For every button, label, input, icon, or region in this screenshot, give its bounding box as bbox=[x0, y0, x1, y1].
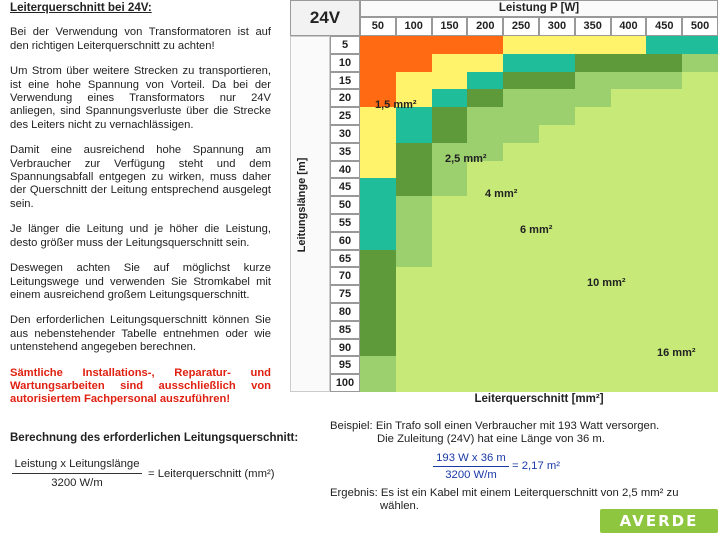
grid-cell bbox=[611, 161, 647, 179]
grid-cell bbox=[503, 72, 539, 90]
intro-paragraph: Bei der Verwendung von Transformatoren ist auf den richtigen Leiterquerschnitt zu achten! bbox=[10, 26, 271, 52]
fraction-line bbox=[12, 473, 142, 474]
grid-cell bbox=[396, 267, 432, 285]
grid-cell bbox=[575, 303, 611, 321]
grid-cell bbox=[682, 267, 718, 285]
grid-cell bbox=[646, 356, 682, 374]
grid-cell bbox=[396, 339, 432, 357]
grid-cell bbox=[503, 107, 539, 125]
example-line-2: Die Zuleitung (24V) hat eine Länge von 36 m. bbox=[377, 433, 605, 445]
grid-cell bbox=[396, 54, 432, 72]
grid-cell bbox=[432, 356, 468, 374]
grid-cell bbox=[682, 374, 718, 392]
grid-cell bbox=[360, 36, 396, 54]
length-row-header: 65 bbox=[330, 250, 360, 268]
grid-cell bbox=[611, 125, 647, 143]
intro-paragraph: Deswegen achten Sie auf möglichst kurze Leitungswege und verwenden Sie Stromkabel mit einem ausreichend großem Leitungsquerschnitt. bbox=[10, 262, 271, 301]
length-row-header: 35 bbox=[330, 143, 360, 161]
grid-cell bbox=[360, 321, 396, 339]
grid-cell bbox=[575, 339, 611, 357]
grid-cell bbox=[432, 196, 468, 214]
grid-cell bbox=[467, 285, 503, 303]
grid-cell bbox=[467, 232, 503, 250]
grid-cell bbox=[432, 72, 468, 90]
grid-cell bbox=[646, 178, 682, 196]
intro-paragraph: Um Strom über weitere Strecken zu transportieren, ist eine hohe Spannung von Vorteil. Da bei der Verwendung eines Transformators nur 24V anliegen, sind Spannungsverluste über die Strecke des Leiters nicht zu vernachlässigen. bbox=[10, 65, 271, 131]
grid-cell bbox=[503, 267, 539, 285]
grid-cell bbox=[539, 161, 575, 179]
grid-cell bbox=[432, 232, 468, 250]
calc-result-text: = Leiterquerschnitt (mm²) bbox=[148, 468, 275, 480]
grid-cell bbox=[575, 72, 611, 90]
grid-cell bbox=[539, 285, 575, 303]
grid-cell bbox=[467, 54, 503, 72]
grid-cell bbox=[575, 196, 611, 214]
grid-cell bbox=[503, 89, 539, 107]
grid-cell bbox=[432, 374, 468, 392]
intro-text bbox=[10, 1, 271, 419]
zone-label-2-5: 2,5 mm² bbox=[445, 153, 487, 165]
grid-cell bbox=[396, 232, 432, 250]
grid-cell bbox=[646, 72, 682, 90]
grid-cell bbox=[682, 89, 718, 107]
grid-cell bbox=[360, 232, 396, 250]
grid-cell bbox=[611, 250, 647, 268]
zone-label-6: 6 mm² bbox=[520, 224, 553, 236]
grid-cell bbox=[646, 125, 682, 143]
example-fraction bbox=[433, 452, 509, 481]
grid-cell bbox=[682, 54, 718, 72]
grid-cell bbox=[503, 374, 539, 392]
grid-cell bbox=[539, 125, 575, 143]
grid-cell bbox=[432, 178, 468, 196]
grid-cell bbox=[432, 285, 468, 303]
grid-cell bbox=[503, 339, 539, 357]
grid-cell bbox=[503, 356, 539, 374]
grid-cell bbox=[360, 267, 396, 285]
grid-cell bbox=[575, 232, 611, 250]
calc-denominator: 3200 W/m bbox=[51, 477, 103, 489]
averde-logo bbox=[600, 509, 718, 533]
grid-cell bbox=[539, 107, 575, 125]
length-row-header: 20 bbox=[330, 89, 360, 107]
grid-cell bbox=[360, 72, 396, 90]
grid-cell bbox=[467, 36, 503, 54]
grid-cell bbox=[539, 267, 575, 285]
length-row-header: 100 bbox=[330, 374, 360, 392]
grid-cell bbox=[646, 107, 682, 125]
grid-cell bbox=[503, 321, 539, 339]
power-column-header: 450 bbox=[646, 17, 682, 36]
grid-cell bbox=[467, 356, 503, 374]
zone-label-4: 4 mm² bbox=[485, 188, 518, 200]
voltage-label: 24V bbox=[290, 0, 360, 36]
zone-label-10: 10 mm² bbox=[587, 277, 626, 289]
grid-cell bbox=[467, 72, 503, 90]
zone-label-16: 16 mm² bbox=[657, 347, 696, 359]
grid-cell bbox=[503, 143, 539, 161]
grid-cell bbox=[611, 303, 647, 321]
grid-cell bbox=[396, 125, 432, 143]
fraction-line bbox=[433, 466, 509, 467]
grid-cell bbox=[611, 232, 647, 250]
grid-cell bbox=[467, 303, 503, 321]
grid-cell bbox=[611, 374, 647, 392]
length-row-header: 30 bbox=[330, 125, 360, 143]
grid-cell bbox=[503, 125, 539, 143]
grid-cell bbox=[432, 36, 468, 54]
power-column-header: 50 bbox=[360, 17, 396, 36]
grid-cell bbox=[503, 161, 539, 179]
grid-cell bbox=[646, 232, 682, 250]
example-value: = 2,17 m² bbox=[512, 460, 561, 472]
grid-cell bbox=[539, 72, 575, 90]
grid-cell bbox=[396, 196, 432, 214]
grid-cell bbox=[646, 36, 682, 54]
length-row-header: 5 bbox=[330, 36, 360, 54]
grid-cell bbox=[611, 178, 647, 196]
grid-cell bbox=[396, 374, 432, 392]
grid-cell bbox=[503, 36, 539, 54]
grid-cell bbox=[682, 285, 718, 303]
length-row-header: 95 bbox=[330, 356, 360, 374]
cross-section-axis-label: Leiterquerschnitt [mm²] bbox=[474, 393, 604, 405]
grid-cell bbox=[646, 214, 682, 232]
grid-cell bbox=[575, 161, 611, 179]
grid-cell bbox=[539, 250, 575, 268]
logo-text: AVERDE bbox=[619, 512, 699, 530]
grid-cell bbox=[646, 267, 682, 285]
grid-cell bbox=[646, 250, 682, 268]
length-row-header: 50 bbox=[330, 196, 360, 214]
grid-cell bbox=[503, 285, 539, 303]
calc-numerator: Leistung x Leitungslänge bbox=[14, 458, 140, 470]
grid-cell bbox=[539, 196, 575, 214]
example-numerator: 193 W x 36 m bbox=[436, 452, 506, 464]
grid-cell bbox=[467, 267, 503, 285]
grid-cell bbox=[682, 72, 718, 90]
grid-cell bbox=[539, 374, 575, 392]
grid-cell bbox=[682, 178, 718, 196]
grid-cell bbox=[539, 36, 575, 54]
grid-cell bbox=[396, 36, 432, 54]
grid-cell bbox=[467, 374, 503, 392]
grid-cell bbox=[682, 356, 718, 374]
grid-cell bbox=[575, 89, 611, 107]
example-denominator: 3200 W/m bbox=[445, 469, 497, 481]
grid-cell bbox=[682, 196, 718, 214]
intro-title: Leiterquerschnitt bei 24V: bbox=[10, 1, 152, 14]
grid-cell bbox=[396, 161, 432, 179]
length-row-header: 70 bbox=[330, 267, 360, 285]
grid-cell bbox=[682, 232, 718, 250]
example-result-line-1: Ergebnis: Es ist ein Kabel mit einem Leiterquerschnitt von 2,5 mm² zu bbox=[330, 487, 679, 499]
grid-cell bbox=[682, 250, 718, 268]
grid-cell bbox=[539, 339, 575, 357]
grid-cell bbox=[432, 107, 468, 125]
grid-cell bbox=[611, 339, 647, 357]
grid-cell bbox=[646, 285, 682, 303]
grid-cell bbox=[575, 36, 611, 54]
grid-cell bbox=[575, 125, 611, 143]
grid-cell bbox=[611, 54, 647, 72]
power-column-header: 300 bbox=[539, 17, 575, 36]
intro-paragraph: Damit eine ausreichend hohe Spannung am Verbraucher zur Verfügung steht und dem Spannungsabfall entgegen zu wirken, muss daher der Querschnitt der Leitung entsprechend ausgelegt sein. bbox=[10, 144, 271, 210]
grid-cell bbox=[646, 303, 682, 321]
grid-cell bbox=[396, 72, 432, 90]
grid-cell bbox=[682, 143, 718, 161]
example-line-1: Beispiel: Ein Trafo soll einen Verbraucher mit 193 Watt versorgen. bbox=[330, 420, 660, 432]
grid-cell bbox=[611, 143, 647, 161]
length-row-header: 25 bbox=[330, 107, 360, 125]
grid-cell bbox=[432, 250, 468, 268]
grid-cell bbox=[396, 303, 432, 321]
grid-cell bbox=[360, 285, 396, 303]
grid-cell bbox=[503, 303, 539, 321]
power-column-header: 350 bbox=[575, 17, 611, 36]
grid-cell bbox=[539, 303, 575, 321]
grid-cell bbox=[467, 214, 503, 232]
grid-cell bbox=[360, 214, 396, 232]
grid-cell bbox=[360, 303, 396, 321]
grid-cell bbox=[575, 107, 611, 125]
grid-cell bbox=[575, 143, 611, 161]
grid-cell bbox=[360, 54, 396, 72]
grid-cell bbox=[360, 356, 396, 374]
grid-cell bbox=[539, 143, 575, 161]
length-row-header: 40 bbox=[330, 161, 360, 179]
grid-cell bbox=[539, 89, 575, 107]
example-text bbox=[330, 420, 659, 446]
power-column-header: 500 bbox=[682, 17, 718, 36]
grid-cell bbox=[360, 339, 396, 357]
calc-title: Berechnung des erforderlichen Leitungsquerschnitt: bbox=[10, 432, 299, 444]
length-row-header: 10 bbox=[330, 54, 360, 72]
grid-cell bbox=[360, 250, 396, 268]
zone-label-1-5: 1,5 mm² bbox=[375, 99, 417, 111]
length-axis-label: Leitungslänge [m] bbox=[296, 157, 308, 253]
length-row-header: 45 bbox=[330, 178, 360, 196]
grid-cell bbox=[396, 356, 432, 374]
grid-cell bbox=[646, 89, 682, 107]
grid-cell bbox=[396, 143, 432, 161]
grid-cell bbox=[467, 89, 503, 107]
length-row-header: 85 bbox=[330, 321, 360, 339]
intro-paragraph: Den erforderlichen Leitungsquerschnitt können Sie aus nebenstehender Tabelle entnehmen oder wie untenstehend angegeben berechnen. bbox=[10, 314, 271, 354]
grid-cell bbox=[611, 196, 647, 214]
grid-cell bbox=[432, 321, 468, 339]
grid-cell bbox=[682, 303, 718, 321]
grid-cell bbox=[539, 178, 575, 196]
grid-cell bbox=[467, 321, 503, 339]
calc-formula-fraction bbox=[12, 458, 142, 489]
grid-cell bbox=[360, 125, 396, 143]
power-column-header: 400 bbox=[611, 17, 647, 36]
grid-cell bbox=[682, 125, 718, 143]
length-row-header: 80 bbox=[330, 303, 360, 321]
power-header: Leistung P [W] bbox=[360, 0, 718, 17]
grid-cell bbox=[360, 178, 396, 196]
length-row-header: 15 bbox=[330, 72, 360, 90]
grid-cell bbox=[575, 178, 611, 196]
grid-cell bbox=[503, 250, 539, 268]
grid-cell bbox=[611, 89, 647, 107]
power-column-header: 100 bbox=[396, 17, 432, 36]
grid-cell bbox=[646, 321, 682, 339]
grid-cell bbox=[611, 214, 647, 232]
grid-cell bbox=[360, 143, 396, 161]
grid-cell bbox=[539, 321, 575, 339]
grid-cell bbox=[646, 161, 682, 179]
grid-cell bbox=[539, 356, 575, 374]
grid-cell bbox=[611, 321, 647, 339]
grid-cell bbox=[432, 339, 468, 357]
example-result-line-2: wählen. bbox=[380, 500, 419, 512]
grid-cell bbox=[682, 161, 718, 179]
length-row-header: 90 bbox=[330, 339, 360, 357]
grid-cell bbox=[646, 374, 682, 392]
grid-cell bbox=[575, 356, 611, 374]
grid-cell bbox=[575, 250, 611, 268]
intro-paragraph: Je länger die Leitung und je höher die Leistung, desto größer muss der Leitungsquerschnitt sein. bbox=[10, 223, 271, 249]
grid-cell bbox=[646, 196, 682, 214]
grid-cell bbox=[360, 161, 396, 179]
grid-cell bbox=[360, 374, 396, 392]
grid-cell bbox=[575, 321, 611, 339]
grid-cell bbox=[575, 374, 611, 392]
grid-cell bbox=[432, 267, 468, 285]
grid-cell bbox=[467, 125, 503, 143]
safety-warning: Sämtliche Installations-, Reparatur- und Wartungsarbeiten sind ausschließlich von autorisiertem Fachpersonal auszuführen! bbox=[10, 366, 271, 406]
length-row-header: 60 bbox=[330, 232, 360, 250]
grid-cell bbox=[539, 54, 575, 72]
grid-cell bbox=[646, 143, 682, 161]
grid-cell bbox=[682, 214, 718, 232]
grid-cell bbox=[646, 54, 682, 72]
grid-cell bbox=[503, 54, 539, 72]
grid-cell bbox=[575, 214, 611, 232]
grid-cell bbox=[396, 321, 432, 339]
length-row-header: 75 bbox=[330, 285, 360, 303]
grid-cell bbox=[467, 339, 503, 357]
power-column-header: 200 bbox=[467, 17, 503, 36]
grid-cell bbox=[396, 250, 432, 268]
power-column-header: 150 bbox=[432, 17, 468, 36]
grid-cell bbox=[432, 303, 468, 321]
grid-cell bbox=[682, 36, 718, 54]
grid-cell bbox=[467, 107, 503, 125]
grid-cell bbox=[467, 250, 503, 268]
grid-cell bbox=[611, 107, 647, 125]
grid-cell bbox=[432, 125, 468, 143]
grid-cell bbox=[432, 214, 468, 232]
grid-cell bbox=[611, 36, 647, 54]
grid-cell bbox=[396, 285, 432, 303]
grid-cell bbox=[611, 72, 647, 90]
grid-cell bbox=[682, 321, 718, 339]
power-column-header: 250 bbox=[503, 17, 539, 36]
grid-cell bbox=[575, 54, 611, 72]
length-row-header: 55 bbox=[330, 214, 360, 232]
grid-cell bbox=[611, 356, 647, 374]
grid-cell bbox=[682, 107, 718, 125]
grid-cell bbox=[432, 54, 468, 72]
grid-cell bbox=[360, 196, 396, 214]
grid-cell bbox=[396, 178, 432, 196]
grid-cell bbox=[432, 89, 468, 107]
grid-cell bbox=[396, 214, 432, 232]
